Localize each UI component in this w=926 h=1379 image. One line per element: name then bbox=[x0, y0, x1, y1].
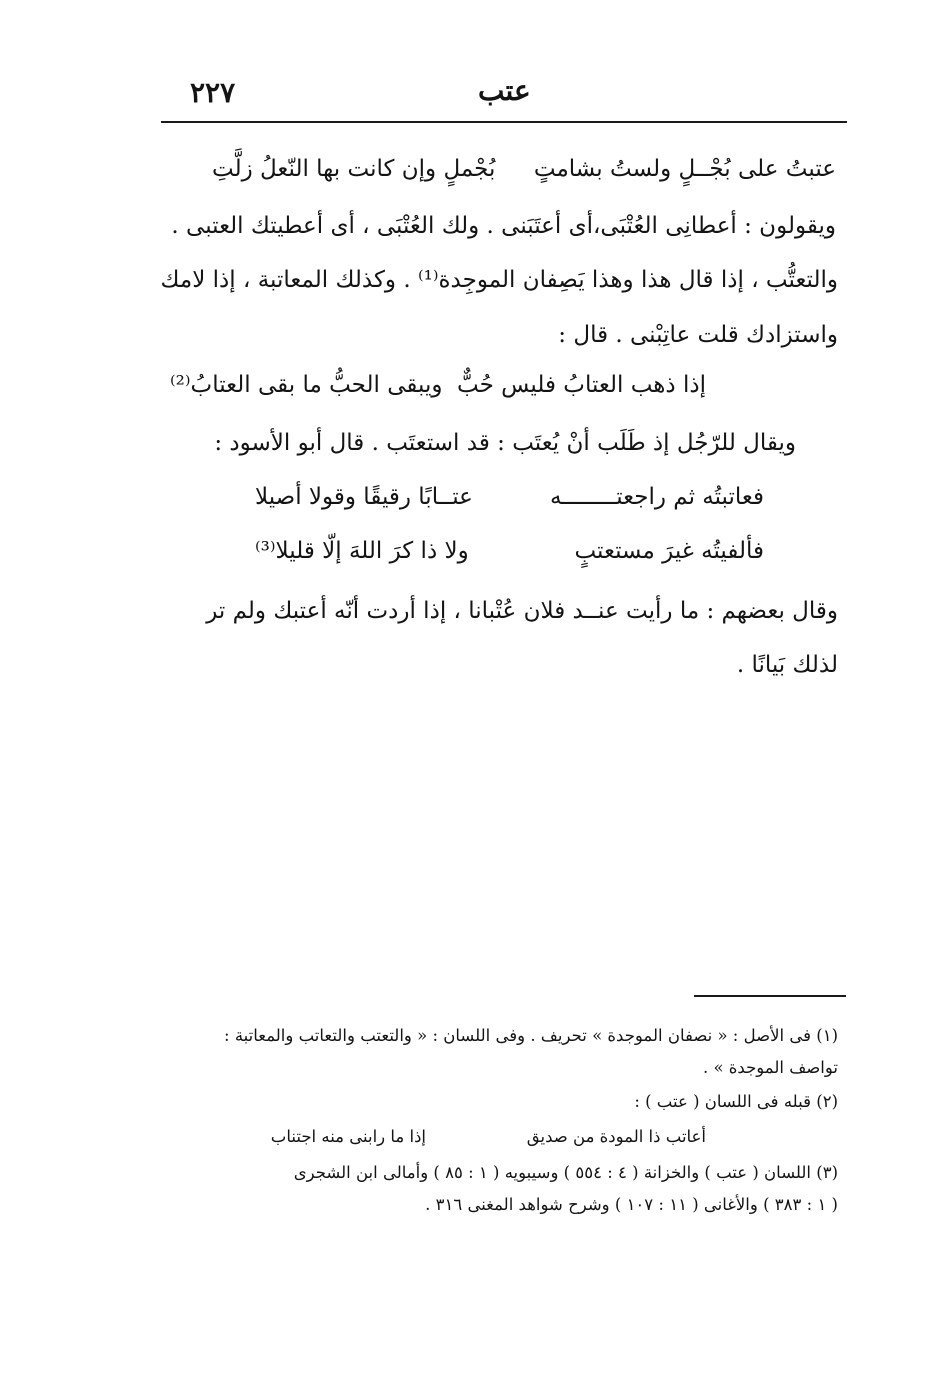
footnote2-verse-right: أعاتب ذا المودة من صديق bbox=[526, 1127, 706, 1146]
footnote3-line1: (٣) اللسان ( عتب ) والخزانة ( ٤ : ٥٥٤ ) وسيبويه ( ١ : ٨٥ ) وأمالى ابن الشجرى bbox=[293, 1163, 838, 1182]
verse4-left-hemistich: ولا ذا كرَ اللهَ إلّا قليلا⁽³⁾ bbox=[255, 538, 469, 564]
header-rule bbox=[161, 121, 847, 123]
paragraph3-line2: لذلك بَيانًا . bbox=[736, 652, 838, 678]
running-head: عتب bbox=[478, 74, 531, 107]
footnote1-line1: (١) فى الأصل : « نصفان الموجدة » تحريف . وفى اللسان : « والتعتب والتعاتب والمعاتبة : bbox=[224, 1026, 838, 1045]
footnote2-verse-left: إذا ما رابنى منه اجتناب bbox=[270, 1127, 426, 1146]
verse3-right-hemistich: فعاتبتُه ثم راجعتــــــــه bbox=[549, 484, 764, 510]
verse2-left-hemistich: ويبقى الحبُّ ما بقى العتابُ⁽²⁾ bbox=[170, 372, 443, 398]
verse2-right-hemistich: إذا ذهب العتابُ فليس حُبٌّ bbox=[457, 372, 706, 398]
paragraph1-line3: واستزادك قلت عاتِبْنى . قال : bbox=[558, 322, 838, 348]
verse1-right-hemistich: عتبتُ على بُجْــلٍ ولستُ بشامتٍ bbox=[533, 156, 836, 182]
footnote2-line1: (٢) قبله فى اللسان ( عتب ) : bbox=[634, 1092, 838, 1111]
paragraph1-line1: ويقولون : أعطانِى العُتْبَى،أى أعتَبَنى . ولك العُتْبَى ، أى أعطيتك العتبى . bbox=[171, 213, 836, 239]
verse3-left-hemistich: عتــابًا رقيقًا وقولا أصيلا bbox=[255, 484, 473, 510]
verse4-right-hemistich: فألفيتُه غيرَ مستعتبٍ bbox=[574, 538, 764, 564]
paragraph1-line2: والتعتُّب ، إذا قال هذا وهذا يَصِفان الموجِدة⁽¹⁾ . وكذلك المعاتبة ، إذا لامك bbox=[160, 267, 838, 293]
footnote1-line2: تواصف الموجدة » . bbox=[702, 1058, 838, 1077]
verse1-left-hemistich: بُجْملٍ وإن كانت بها النّعلُ زلَّتِ bbox=[212, 156, 496, 182]
footnote-rule bbox=[694, 995, 846, 997]
paragraph3-line1: وقال بعضهم : ما رأيت عنــد فلان عُتْبانا ، إذا أردت أنّه أعتبك ولم تر bbox=[206, 598, 838, 624]
page-number: ٢٢٧ bbox=[190, 76, 236, 109]
paragraph2: ويقال للرّجُل إذ طَلَب أنْ يُعتَب : قد استعتَب . قال أبو الأسود : bbox=[214, 430, 796, 456]
footnote3-line2: ( ١ : ٣٨٣ ) والأغانى ( ١١ : ١٠٧ ) وشرح شواهد المغنى ٣١٦ . bbox=[425, 1195, 838, 1214]
